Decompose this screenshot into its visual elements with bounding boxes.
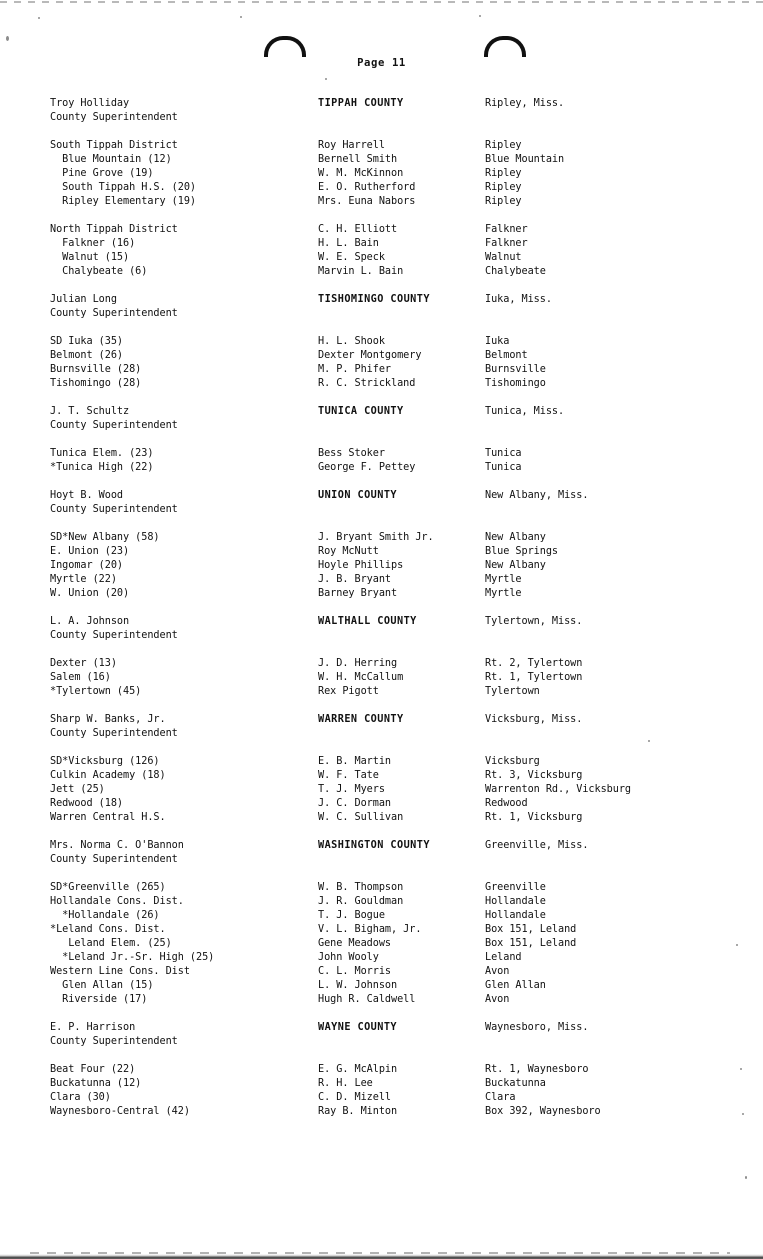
- superintendent-title: County Superintendent: [50, 308, 178, 319]
- principal-name: T. J. Myers: [318, 784, 385, 795]
- county-header-block: [0, 713, 763, 741]
- superintendent-title-row: [0, 307, 763, 321]
- principal-name: W. B. Thompson: [318, 882, 404, 893]
- county-seat-address: Iuka, Miss.: [485, 294, 552, 305]
- school-row: [0, 965, 763, 979]
- superintendent-name: J. T. Schultz: [50, 406, 130, 417]
- principal-name: C. D. Mizell: [318, 1092, 392, 1103]
- superintendent-title-row: [0, 727, 763, 741]
- mailing-address: Belmont: [485, 350, 528, 361]
- superintendent-title-row: [0, 1035, 763, 1049]
- school-or-district-name: Leland Elem. (25): [50, 938, 172, 949]
- school-or-district-name: *Tunica High (22): [50, 462, 154, 473]
- mailing-address: Hollandale: [485, 910, 546, 921]
- school-group: [0, 447, 763, 475]
- mailing-address: Tunica: [485, 462, 522, 473]
- mailing-address: Rt. 1, Tylertown: [485, 672, 583, 683]
- school-or-district-name: Ripley Elementary (19): [50, 196, 197, 207]
- school-row: [0, 545, 763, 559]
- principal-name: J. R. Gouldman: [318, 896, 404, 907]
- mailing-address: Avon: [485, 994, 510, 1005]
- principal-name: Gene Meadows: [318, 938, 392, 949]
- school-row: [0, 937, 763, 951]
- mailing-address: Myrtle: [485, 588, 522, 599]
- school-row: [0, 335, 763, 349]
- school-group: [0, 881, 763, 1007]
- superintendent-name-row: [0, 405, 763, 419]
- school-row: [0, 1091, 763, 1105]
- mailing-address: Ripley: [485, 140, 522, 151]
- principal-name: W. E. Speck: [318, 252, 385, 263]
- school-row: [0, 559, 763, 573]
- school-or-district-name: SD*Greenville (265): [50, 882, 166, 893]
- school-row: [0, 1077, 763, 1091]
- superintendent-name: Mrs. Norma C. O'Bannon: [50, 840, 184, 851]
- mailing-address: Iuka: [485, 336, 510, 347]
- superintendent-name: Troy Holliday: [50, 98, 130, 109]
- superintendent-title-row: [0, 419, 763, 433]
- principal-name: C. H. Elliott: [318, 224, 398, 235]
- superintendent-title: County Superintendent: [50, 630, 178, 641]
- mailing-address: Ripley: [485, 168, 522, 179]
- county-seat-address: Greenville, Miss.: [485, 840, 589, 851]
- mailing-address: Chalybeate: [485, 266, 546, 277]
- mailing-address: Vicksburg: [485, 756, 540, 767]
- school-row: [0, 181, 763, 195]
- school-row: [0, 685, 763, 699]
- superintendent-title-row: [0, 853, 763, 867]
- superintendent-title: County Superintendent: [50, 420, 178, 431]
- mailing-address: Blue Springs: [485, 546, 559, 557]
- school-row: [0, 461, 763, 475]
- school-or-district-name: Riverside (17): [50, 994, 148, 1005]
- mailing-address: New Albany: [485, 532, 546, 543]
- principal-name: E. G. McAlpin: [318, 1064, 398, 1075]
- school-row: [0, 195, 763, 209]
- superintendent-name: E. P. Harrison: [50, 1022, 136, 1033]
- county-seat-address: New Albany, Miss.: [485, 490, 589, 501]
- school-or-district-name: Ingomar (20): [50, 560, 124, 571]
- superintendent-title-row: [0, 503, 763, 517]
- school-or-district-name: Clara (30): [50, 1092, 111, 1103]
- mailing-address: Clara: [485, 1092, 516, 1103]
- superintendent-name-row: [0, 489, 763, 503]
- principal-name: W. F. Tate: [318, 770, 379, 781]
- principal-name: J. C. Dorman: [318, 798, 392, 809]
- school-or-district-name: *Tylertown (45): [50, 686, 142, 697]
- school-row: [0, 573, 763, 587]
- school-group: [0, 335, 763, 391]
- principal-name: T. J. Bogue: [318, 910, 385, 921]
- mailing-address: Warrenton Rd., Vicksburg: [485, 784, 632, 795]
- superintendent-title: County Superintendent: [50, 112, 178, 123]
- school-or-district-name: Blue Mountain (12): [50, 154, 172, 165]
- school-or-district-name: Belmont (26): [50, 350, 124, 361]
- school-row: [0, 363, 763, 377]
- school-row: [0, 923, 763, 937]
- mailing-address: Avon: [485, 966, 510, 977]
- superintendent-name-row: [0, 97, 763, 111]
- mailing-address: Redwood: [485, 798, 528, 809]
- mailing-address: Ripley: [485, 182, 522, 193]
- mailing-address: Buckatunna: [485, 1078, 546, 1089]
- principal-name: E. B. Martin: [318, 756, 392, 767]
- mailing-address: Tunica: [485, 448, 522, 459]
- mailing-address: Hollandale: [485, 896, 546, 907]
- principal-name: H. L. Shook: [318, 336, 385, 347]
- county-seat-address: Ripley, Miss.: [485, 98, 565, 109]
- school-or-district-name: Falkner (16): [50, 238, 136, 249]
- principal-name: Marvin L. Bain: [318, 266, 404, 277]
- school-or-district-name: Western Line Cons. Dist: [50, 966, 190, 977]
- school-row: [0, 167, 763, 181]
- mailing-address: Rt. 1, Vicksburg: [485, 812, 583, 823]
- principal-name: Roy Harrell: [318, 140, 385, 151]
- county-name: WARREN COUNTY: [318, 714, 404, 725]
- principal-name: Dexter Montgomery: [318, 350, 422, 361]
- mailing-address: Box 151, Leland: [485, 924, 577, 935]
- superintendent-name: Sharp W. Banks, Jr.: [50, 714, 166, 725]
- principal-name: Hugh R. Caldwell: [318, 994, 416, 1005]
- superintendent-title: County Superintendent: [50, 854, 178, 865]
- school-or-district-name: Jett (25): [50, 784, 105, 795]
- county-header-block: [0, 615, 763, 643]
- school-row: [0, 139, 763, 153]
- school-row: [0, 755, 763, 769]
- county-name: TUNICA COUNTY: [318, 406, 404, 417]
- principal-name: Bess Stoker: [318, 448, 385, 459]
- superintendent-title: County Superintendent: [50, 728, 178, 739]
- mailing-address: Leland: [485, 952, 522, 963]
- school-row: [0, 993, 763, 1007]
- school-or-district-name: Redwood (18): [50, 798, 124, 809]
- school-or-district-name: Tishomingo (28): [50, 378, 142, 389]
- mailing-address: Box 392, Waynesboro: [485, 1106, 601, 1117]
- school-row: [0, 951, 763, 965]
- school-row: [0, 1105, 763, 1119]
- school-or-district-name: Beat Four (22): [50, 1064, 136, 1075]
- school-or-district-name: Glen Allan (15): [50, 980, 154, 991]
- mailing-address: Rt. 3, Vicksburg: [485, 770, 583, 781]
- school-or-district-name: Burnsville (28): [50, 364, 142, 375]
- school-row: [0, 251, 763, 265]
- county-header-block: [0, 839, 763, 867]
- mailing-address: Glen Allan: [485, 980, 546, 991]
- school-or-district-name: South Tippah District: [50, 140, 178, 151]
- superintendent-name: L. A. Johnson: [50, 616, 130, 627]
- mailing-address: Greenville: [485, 882, 546, 893]
- school-or-district-name: Tunica Elem. (23): [50, 448, 154, 459]
- principal-name: George F. Pettey: [318, 462, 416, 473]
- mailing-address: Box 151, Leland: [485, 938, 577, 949]
- school-row: [0, 797, 763, 811]
- principal-name: E. O. Rutherford: [318, 182, 416, 193]
- county-name: WALTHALL COUNTY: [318, 616, 417, 627]
- superintendent-name: Hoyt B. Wood: [50, 490, 124, 501]
- county-header-block: [0, 489, 763, 517]
- school-or-district-name: Salem (16): [50, 672, 111, 683]
- principal-name: Rex Pigott: [318, 686, 379, 697]
- county-seat-address: Waynesboro, Miss.: [485, 1022, 589, 1033]
- mailing-address: Walnut: [485, 252, 522, 263]
- school-or-district-name: Walnut (15): [50, 252, 130, 263]
- principal-name: J. D. Herring: [318, 658, 398, 669]
- school-group: [0, 657, 763, 699]
- school-row: [0, 587, 763, 601]
- school-row: [0, 153, 763, 167]
- school-or-district-name: *Hollandale (26): [50, 910, 160, 921]
- school-or-district-name: W. Union (20): [50, 588, 130, 599]
- school-row: [0, 1063, 763, 1077]
- county-seat-address: Tylertown, Miss.: [485, 616, 583, 627]
- school-or-district-name: Waynesboro-Central (42): [50, 1106, 190, 1117]
- county-name: WAYNE COUNTY: [318, 1022, 398, 1033]
- superintendent-title: County Superintendent: [50, 504, 178, 515]
- county-header-block: [0, 1021, 763, 1049]
- principal-name: R. H. Lee: [318, 1078, 373, 1089]
- school-row: [0, 769, 763, 783]
- school-row: [0, 657, 763, 671]
- school-group: [0, 1063, 763, 1119]
- county-seat-address: Vicksburg, Miss.: [485, 714, 583, 725]
- school-row: [0, 671, 763, 685]
- principal-name: Barney Bryant: [318, 588, 398, 599]
- principal-name: R. C. Strickland: [318, 378, 416, 389]
- school-row: [0, 377, 763, 391]
- county-header-block: [0, 405, 763, 433]
- school-or-district-name: Warren Central H.S.: [50, 812, 166, 823]
- school-or-district-name: Myrtle (22): [50, 574, 117, 585]
- school-or-district-name: SD Iuka (35): [50, 336, 124, 347]
- school-row: [0, 811, 763, 825]
- principal-name: H. L. Bain: [318, 238, 379, 249]
- school-row: [0, 979, 763, 993]
- mailing-address: Falkner: [485, 238, 528, 249]
- superintendent-name-row: [0, 713, 763, 727]
- principal-name: C. L. Morris: [318, 966, 392, 977]
- mailing-address: New Albany: [485, 560, 546, 571]
- school-group: [0, 755, 763, 825]
- superintendent-name-row: [0, 615, 763, 629]
- principal-name: W. M. McKinnon: [318, 168, 404, 179]
- principal-name: J. B. Bryant: [318, 574, 392, 585]
- mailing-address: Blue Mountain: [485, 154, 565, 165]
- school-row: [0, 895, 763, 909]
- school-row: [0, 349, 763, 363]
- mailing-address: Burnsville: [485, 364, 546, 375]
- superintendent-name-row: [0, 839, 763, 853]
- superintendent-title-row: [0, 629, 763, 643]
- county-seat-address: Tunica, Miss.: [485, 406, 565, 417]
- principal-name: L. W. Johnson: [318, 980, 398, 991]
- school-or-district-name: Buckatunna (12): [50, 1078, 142, 1089]
- school-or-district-name: *Leland Cons. Dist.: [50, 924, 166, 935]
- school-or-district-name: South Tippah H.S. (20): [50, 182, 197, 193]
- school-or-district-name: Hollandale Cons. Dist.: [50, 896, 184, 907]
- principal-name: Mrs. Euna Nabors: [318, 196, 416, 207]
- principal-name: M. P. Phifer: [318, 364, 392, 375]
- principal-name: Hoyle Phillips: [318, 560, 404, 571]
- principal-name: Roy McNutt: [318, 546, 379, 557]
- mailing-address: Myrtle: [485, 574, 522, 585]
- page-number-heading: Page 11: [357, 57, 406, 69]
- school-row: [0, 237, 763, 251]
- mailing-address: Rt. 2, Tylertown: [485, 658, 583, 669]
- school-or-district-name: Chalybeate (6): [50, 266, 148, 277]
- school-row: [0, 909, 763, 923]
- principal-name: W. H. McCallum: [318, 672, 404, 683]
- principal-name: Ray B. Minton: [318, 1106, 398, 1117]
- county-name: TIPPAH COUNTY: [318, 98, 404, 109]
- county-name: TISHOMINGO COUNTY: [318, 294, 430, 305]
- county-name: WASHINGTON COUNTY: [318, 840, 430, 851]
- principal-name: W. C. Sullivan: [318, 812, 404, 823]
- school-or-district-name: Culkin Academy (18): [50, 770, 166, 781]
- school-or-district-name: E. Union (23): [50, 546, 130, 557]
- school-row: [0, 531, 763, 545]
- school-group: [0, 531, 763, 601]
- school-or-district-name: SD*New Albany (58): [50, 532, 160, 543]
- mailing-address: Falkner: [485, 224, 528, 235]
- superintendent-title: County Superintendent: [50, 1036, 178, 1047]
- principal-name: Bernell Smith: [318, 154, 398, 165]
- school-row: [0, 881, 763, 895]
- school-row: [0, 783, 763, 797]
- school-or-district-name: North Tippah District: [50, 224, 178, 235]
- superintendent-name-row: [0, 293, 763, 307]
- county-header-block: [0, 293, 763, 321]
- school-or-district-name: SD*Vicksburg (126): [50, 756, 160, 767]
- superintendent-name-row: [0, 1021, 763, 1035]
- school-group: [0, 223, 763, 279]
- superintendent-name: Julian Long: [50, 294, 117, 305]
- mailing-address: Tishomingo: [485, 378, 546, 389]
- county-header-block: [0, 97, 763, 125]
- principal-name: J. Bryant Smith Jr.: [318, 532, 434, 543]
- school-or-district-name: Dexter (13): [50, 658, 117, 669]
- school-row: [0, 447, 763, 461]
- school-row: [0, 265, 763, 279]
- county-name: UNION COUNTY: [318, 490, 398, 501]
- superintendent-title-row: [0, 111, 763, 125]
- school-or-district-name: Pine Grove (19): [50, 168, 154, 179]
- mailing-address: Ripley: [485, 196, 522, 207]
- school-group: [0, 139, 763, 209]
- school-or-district-name: *Leland Jr.-Sr. High (25): [50, 952, 215, 963]
- principal-name: V. L. Bigham, Jr.: [318, 924, 422, 935]
- school-row: [0, 223, 763, 237]
- mailing-address: Rt. 1, Waynesboro: [485, 1064, 589, 1075]
- mailing-address: Tylertown: [485, 686, 540, 697]
- principal-name: John Wooly: [318, 952, 379, 963]
